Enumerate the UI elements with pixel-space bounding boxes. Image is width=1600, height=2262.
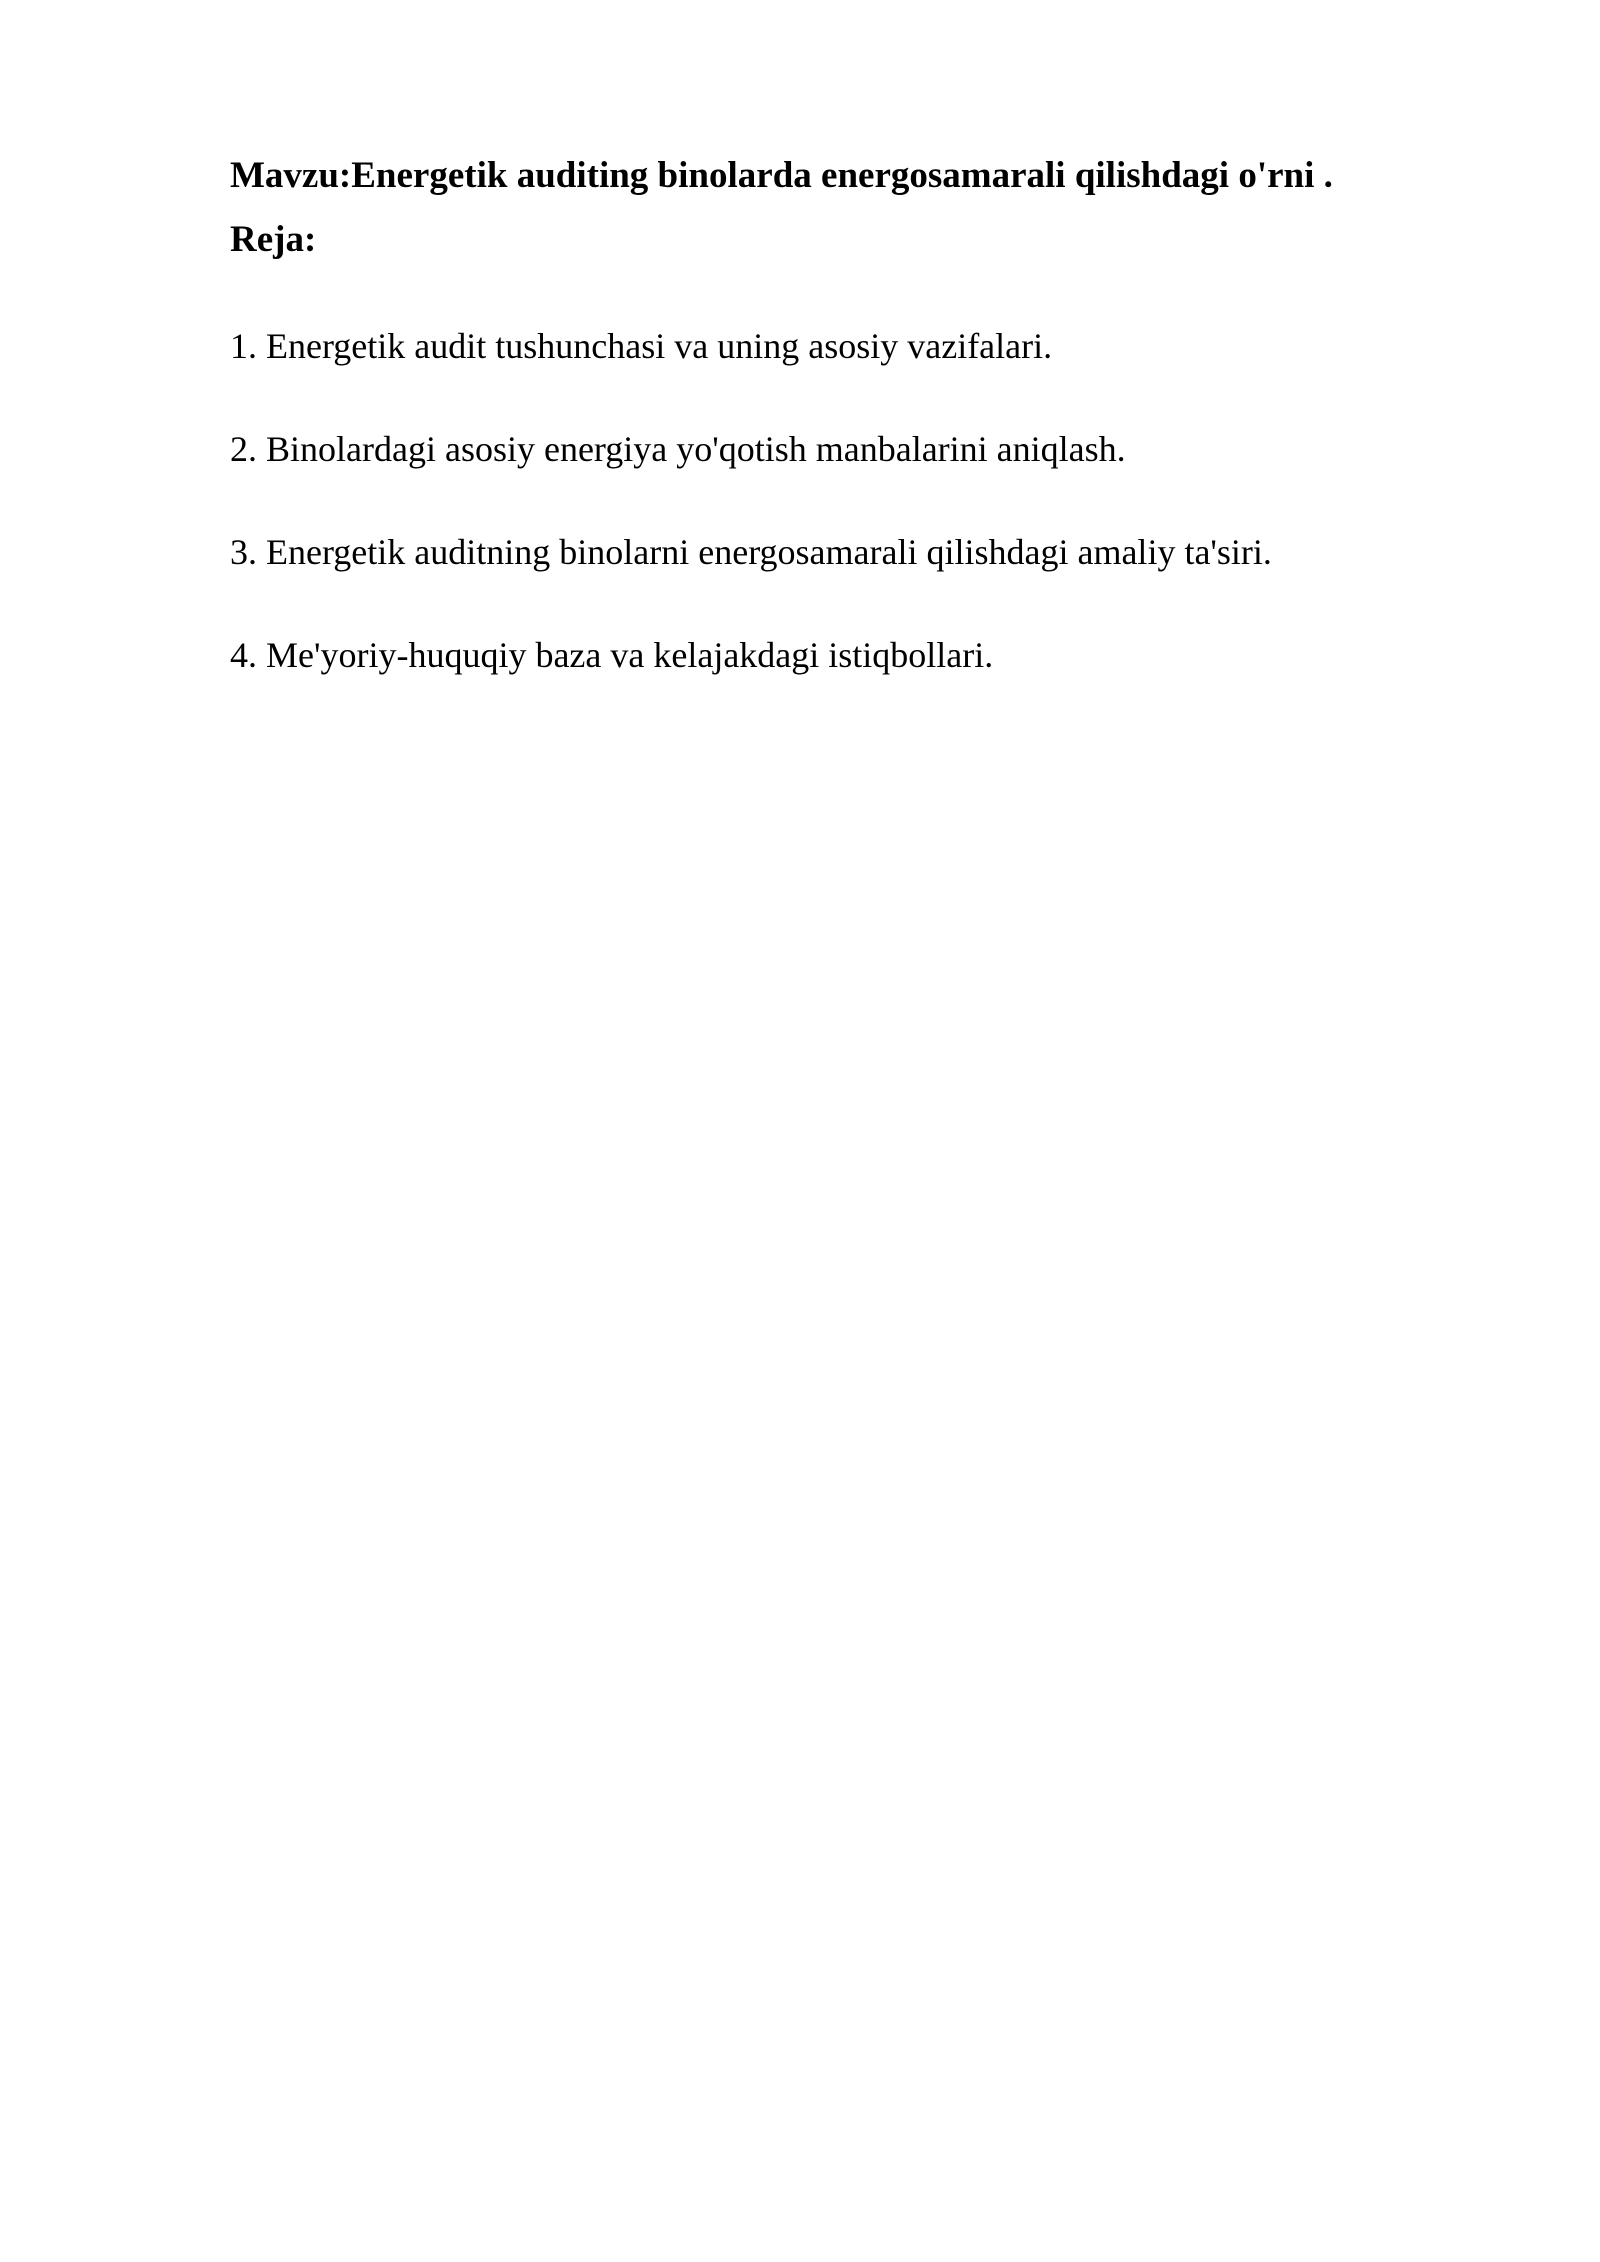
plan-item: 3. Energetik auditning binolarni energosamarali qilishdagi amaliy ta'siri.	[230, 532, 1272, 572]
document-title: Mavzu:Energetik auditing binolarda energosamarali qilishdagi o'rni .	[230, 155, 1333, 196]
plan-item: 2. Binolardagi asosiy energiya yo'qotish manbalarini aniqlash.	[230, 429, 1126, 469]
plan-item: 1. Energetik audit tushunchasi va uning asosiy vazifalari.	[230, 326, 1053, 366]
plan-item: 4. Me'yoriy-huquqiy baza va kelajakdagi istiqbollari.	[230, 635, 994, 675]
plan-label: Reja:	[230, 219, 317, 260]
